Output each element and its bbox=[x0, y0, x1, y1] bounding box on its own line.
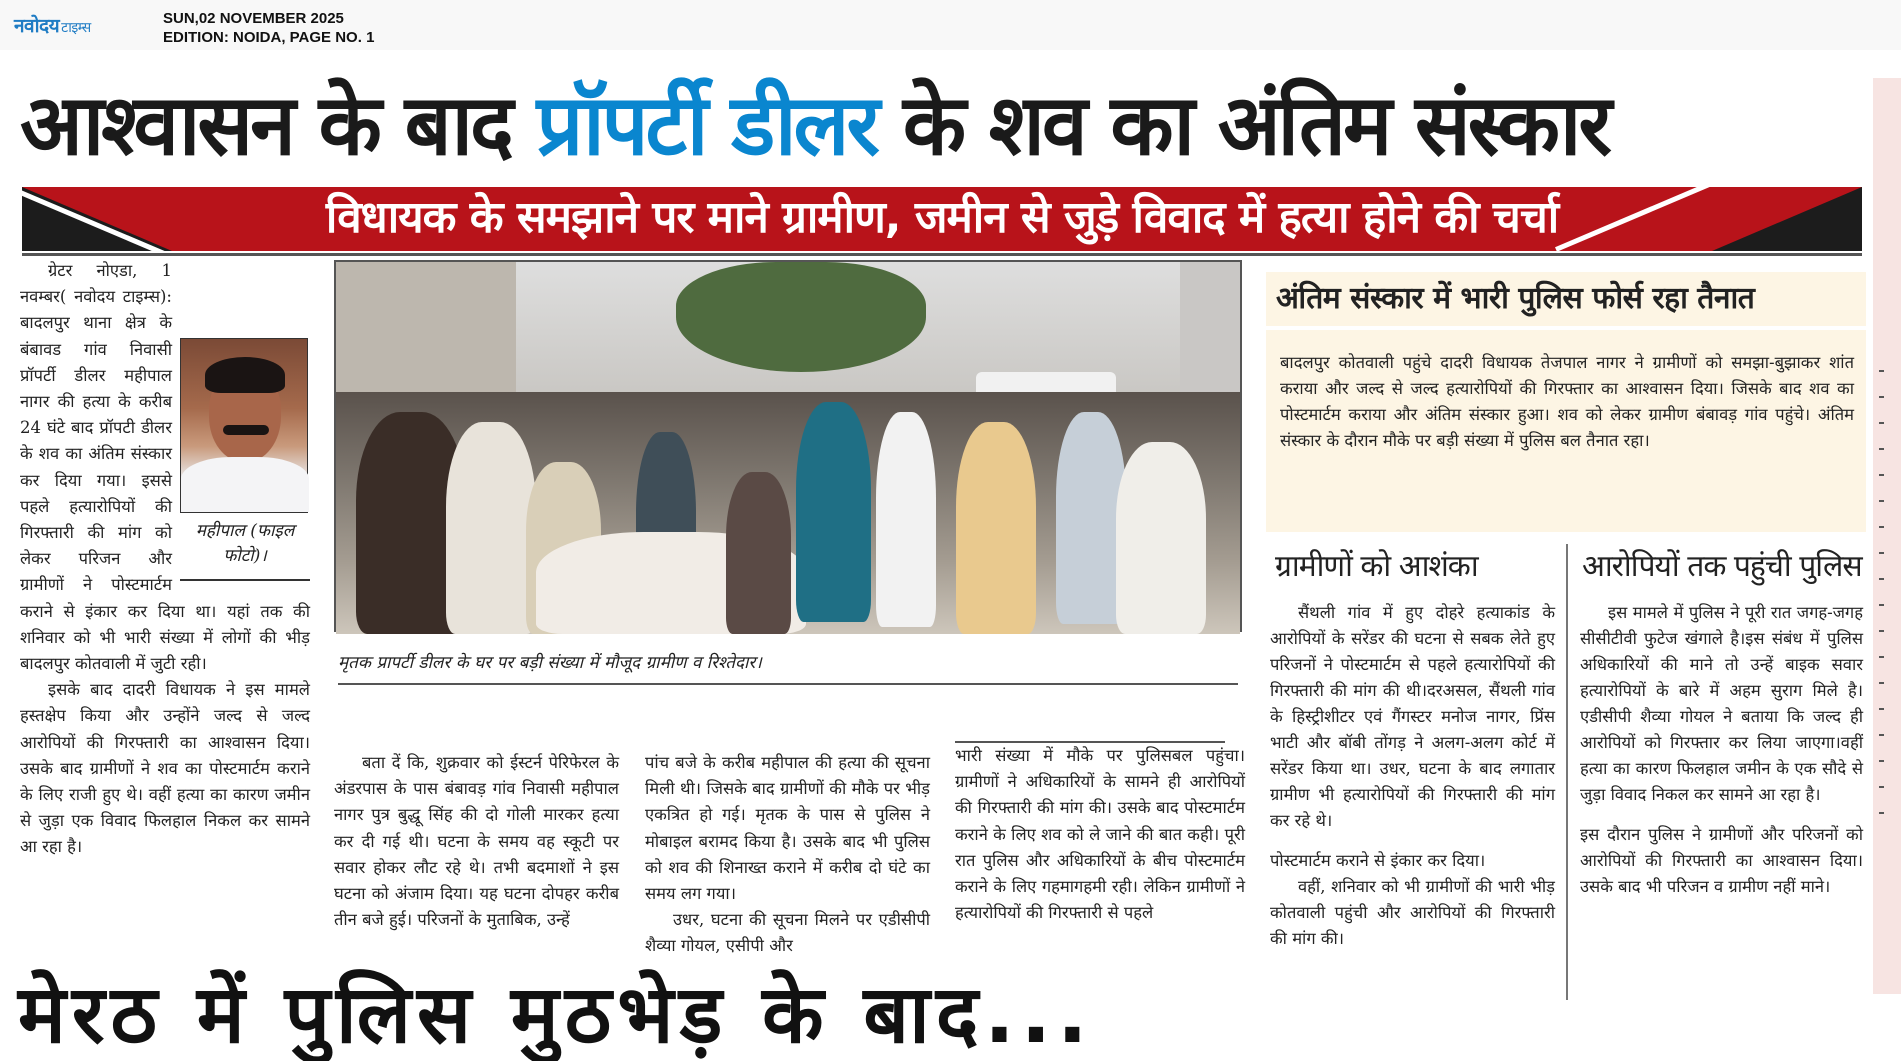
masthead-bar bbox=[0, 0, 1901, 50]
date-line: SUN,02 NOVEMBER 2025 bbox=[163, 10, 344, 27]
box-body: बादलपुर कोतवाली पहुंचे दादरी विधायक तेजपाल नागर ने ग्रामीणों को समझा-बुझाकर शांत कराया और जल्द से जल्द हत्यारोपियों की गिरफ्तार का आश्वासन दिया। जिसके बाद शव का पोस्टमार्टम कराया और अंतिम संस्कार हुआ। शव को लेकर ग्रामीण बंबावड़ गांव पहुंचे। अंतिम संस्कार के दौरान मौके पर बड़ी संख्या में पुलिस बल तैनात रहा। bbox=[1266, 330, 1866, 532]
sidebar-1-title: ग्रामीणों को आशंका bbox=[1275, 549, 1478, 584]
newspaper-logo[interactable] bbox=[14, 12, 91, 38]
story-paragraph: वहीं, शनिवार को भी ग्रामीणों की भारी भीड़ कोतवाली पहुंची और आरोपियों की गिरफ्तारी की मांग की। bbox=[1270, 877, 1555, 948]
crowd-photo[interactable] bbox=[334, 260, 1242, 632]
story-paragraph: बता दें कि, शुक्रवार को ईस्टर्न पेरिफेरल के अंडरपास के पास बंबावड़ गांव निवासी महीपाल नागर पुत्र बुद्धू सिंह की दो गोली मारकर हत्या कर दी गई थी। घटना के समय वह स्कूटी पर सवार होकर लौट रहे थे। तभी बदमाशों ने इस घटना को अंजाम दिया। यह घटना दोपहर करीब तीन बजे हुई। परिजनों के मुताबिक, उन्हें bbox=[334, 753, 619, 930]
box-headline: अंतिम संस्कार में भारी पुलिस फोर्स रहा तैनात bbox=[1266, 272, 1866, 326]
sidebar-1-text bbox=[1270, 600, 1555, 952]
sidebar-2-title: आरोपियों तक पहुंची पुलिस bbox=[1582, 549, 1862, 584]
adjacent-page-strip bbox=[1873, 78, 1901, 994]
story-paragraph: इसके बाद दादरी विधायक ने इस मामले हस्तक्षेप किया और उन्होंने जल्द से जल्द आरोपियों की गिरफ्तारी का आश्वासन दिया। उसके बाद ग्रामीणों ने शव का पोस्टमार्टम कराने के लिए राजी हुए थे। वहीं हत्या का कारण जमीन से जुड़ा एक विवाद फिलहाल निकल कर सामने आ रहा है। bbox=[20, 680, 310, 857]
subheadline-banner bbox=[22, 187, 1862, 251]
edition-info bbox=[163, 9, 374, 47]
story-paragraph: उधर, घटना की सूचना मिलने पर एडीसीपी शैव्या गोयल, एसीपी और bbox=[645, 910, 930, 956]
story-column-left bbox=[20, 258, 310, 861]
story-paragraph: इस दौरान पुलिस ने ग्रामीणों और परिजनों को आरोपियों की गिरफ्तारी का आश्वासन दिया। उसके बाद भी परिजन व ग्रामीण नहीं माने। bbox=[1580, 825, 1863, 896]
file-photo-block bbox=[180, 338, 310, 581]
subheadline-text: विधायक के समझाने पर माने ग्रामीण, जमीन से जुड़े विवाद में हत्या होने की चर्चा bbox=[325, 192, 1559, 243]
main-headline bbox=[20, 70, 1823, 190]
story-paragraph: भारी संख्या में मौके पर पुलिसबल पहुंचा। ग्रामीणों ने अधिकारियों के सामने ही आरोपियों की गिरफ्तारी की मांग की। उसके बाद पोस्टमार्टम कराने के लिए शव को ले जाने की बात कही। पूरी रात पुलिस और अधिकारियों के बीच पोस्टमार्टम कराने के लिए गहमागहमी रही। लेकिन ग्रामीणों ने हत्यारोपियों की गिरफ्तारी से पहले bbox=[955, 746, 1245, 923]
caption-rule bbox=[180, 579, 310, 581]
column-divider bbox=[1566, 544, 1568, 1000]
story-paragraph: सैंथली गांव में हुए दोहरे हत्याकांड के आरोपियों के सरेंडर की घटना से सबक लेते हुए परिजनों ने पोस्टमार्टम से पहले हत्यारोपियों की गिरफ्तारी की मांग की थी।दरअसल, सैंथली गांव के हिस्ट्रीशीटर एवं गैंगस्टर मनोज नागर, प्रिंस भाटी और बॉबी तोंगड़ ने अलग-अलग कोर्ट में सरेंडर किया था। उधर, घटना के बाद लगातार ग्रामीण भी हत्यारोपियों की गिरफ्तारी की मांग कर रहे थे। bbox=[1270, 603, 1555, 830]
story-paragraph: पोस्टमार्टम कराने से इंकार कर दिया। bbox=[1270, 851, 1486, 870]
next-story-headline-clip bbox=[0, 968, 1870, 1061]
next-story-headline: मेरठ में पुलिस मुठभेड़ के बाद... bbox=[18, 968, 1094, 1061]
sidebar-2-text bbox=[1580, 600, 1863, 900]
mahipal-photo[interactable] bbox=[180, 338, 308, 513]
story-paragraph: ग्रेटर नोएडा, 1 नवम्बर( नवोदय टाइम्स): बादलपुर थाना क्षेत्र के बंबावड गांव निवासी प्रॉपर्टी डीलर महीपाल नागर की हत्या के करीब 24 घंटे बाद प्रॉपटी डीलर के शव का अंतिम संस्कार कर दिया गया। इससे पहले हत्यारोपियों की गिरफ्तारी की मांग को लेकर परिजन और ग्रामीणों ने पोस्टमार्टम कराने से इंकार कर दिया था। यहां तक की शनिवार को भी भारी संख्या में लोगों की भीड़ बादलपुर कोतवाली में जुटी रही। bbox=[20, 261, 310, 674]
headline-highlight: प्रॉपर्टी डीलर bbox=[536, 76, 878, 174]
story-paragraph: इस मामले में पुलिस ने पूरी रात जगह-जगह सीसीटीवी फुटेज खंगाले है।इस संबंध में पुलिस अधिकारियों की माने तो उन्हें बाइक सवार हत्यारोपियों के बारे में अहम सुराग मिले है।एडीसीपी शैव्या गोयल ने बताया कि जल्द ही आरोपियों को गिरफ्तार कर लिया जाएगा।वहीं हत्या का कारण फिलहाल जमीन के एक सौदे से जुड़ा विवाद निकल कर सामने आ रहा है। bbox=[1580, 603, 1863, 804]
photo-caption: मृतक प्रापर्टी डीलर के घर पर बड़ी संख्या में मौजूद ग्रामीण व रिश्तेदार। bbox=[338, 653, 762, 673]
edition-line: EDITION: NOIDA, PAGE NO. 1 bbox=[163, 29, 375, 46]
story-column-2 bbox=[334, 750, 619, 933]
headline-part-1: आश्वासन के बाद bbox=[20, 76, 537, 174]
divider-rule bbox=[22, 253, 1862, 256]
file-photo-caption: महीपाल (फाइल फोटो)। bbox=[195, 521, 295, 566]
newspaper-page bbox=[0, 50, 1901, 1061]
story-column-3 bbox=[645, 750, 930, 960]
logo-sub: टाइम्स bbox=[61, 20, 91, 36]
story-column-4 bbox=[955, 743, 1245, 926]
logo-main: नवोदय bbox=[14, 15, 60, 37]
story-paragraph: पांच बजे के करीब महीपाल की हत्या की सूचना मिली थी। जिसके बाद ग्रामीणों की मौके पर भीड़ एकत्रित हो गई। मृतक के पास से पुलिस ने मोबाइल बरामद किया है। उसके बाद भी पुलिस को शव की शिनाख्त कराने में करीब दो घंटे का समय लग गया। bbox=[645, 753, 930, 904]
headline-part-3: के शव का अंतिम संस्कार bbox=[877, 76, 1610, 174]
caption-rule bbox=[338, 683, 1238, 685]
